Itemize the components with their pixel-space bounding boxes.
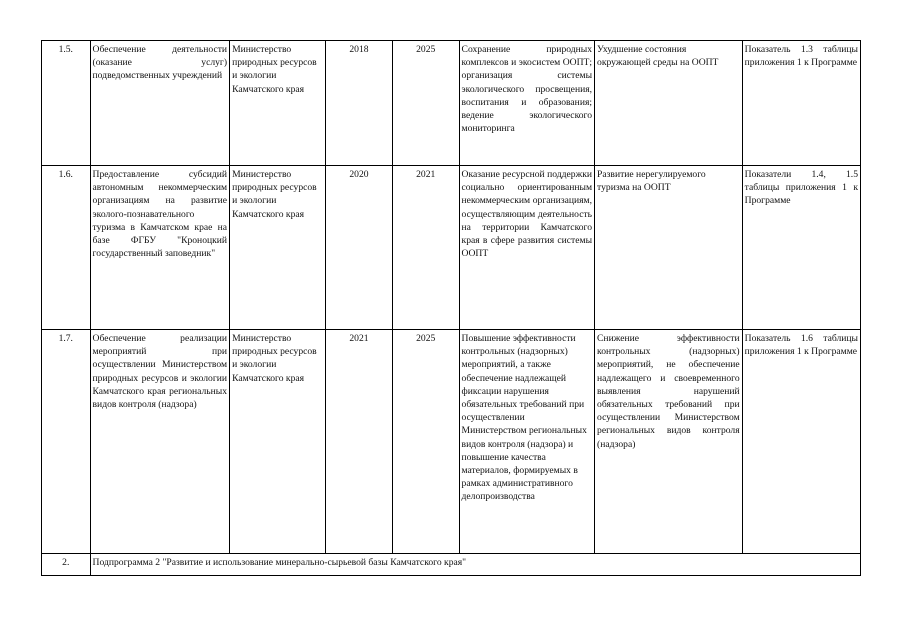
consequence: Снижение эффективности контрольных (надзорных) мероприятий, не обеспечение надлежащего и своевременного выявления нарушений обязательных требований при осуществлении Министерством региональных видов контроля (надзора) [595,330,743,554]
activity-name: Обеспечение деятельности (оказание услуг) подведомственных учреждений [90,41,230,166]
expected-result: Сохранение природных комплексов и экосистем ООПТ; организация системы экологического просвещения, воспитания и образования; ведение экологического мониторинга [459,41,594,166]
consequence: Развитие нерегулируемого туризма на ООПТ [595,166,743,330]
indicator-link: Показатели 1.4, 1.5 таблицы приложения 1 к Программе [742,166,860,330]
subprogram-row [42,554,861,576]
table-row [42,41,861,166]
activity-name: Предоставление субсидий автономным некоммерческим организациям на развитие эколого-познавательного туризма в Камчатском крае на базе ФГБУ "Кроноцкий государственный заповедник" [90,166,230,330]
start-year: 2020 [326,166,393,330]
subprogram-number: 2. [42,554,91,576]
row-number: 1.5. [42,41,91,166]
consequence: Ухудшение состояния окружающей среды на ООПТ [595,41,743,166]
end-year: 2021 [392,166,459,330]
indicator-link: Показатель 1.6 таблицы приложения 1 к Программе [742,330,860,554]
end-year: 2025 [392,330,459,554]
expected-result: Повышение эффективности контрольных (надзорных) мероприятий, а также обеспечение надлежащей фиксации нарушения обязательных требований при осуществлении Министерством региональных видов контроля (надзора) и повышение качества материалов, формируемых в рамках административного делопроизводства [459,330,594,554]
subprogram-title: Подпрограмма 2 "Развитие и использование минерально-сырьевой базы Камчатского края" [90,554,860,576]
expected-result: Оказание ресурсной поддержки социально ориентированным некоммерческим организациям, осуществляющим деятельность на территории Камчатского края в сфере развития системы ООПТ [459,166,594,330]
indicator-link: Показатель 1.3 таблицы приложения 1 к Программе [742,41,860,166]
start-year: 2021 [326,330,393,554]
activity-name: Обеспечение реализации мероприятий при осуществлении Министерством природных ресурсов и экологии Камчатского края региональных видов контроля (надзора) [90,330,230,554]
end-year: 2025 [392,41,459,166]
start-year: 2018 [326,41,393,166]
executor: Министерство природных ресурсов и экологии Камчатского края [230,330,326,554]
row-number: 1.6. [42,166,91,330]
executor: Министерство природных ресурсов и экологии Камчатского края [230,166,326,330]
table-row [42,166,861,330]
executor: Министерство природных ресурсов и экологии Камчатского края [230,41,326,166]
row-number: 1.7. [42,330,91,554]
table-row [42,330,861,554]
program-table [41,40,861,576]
